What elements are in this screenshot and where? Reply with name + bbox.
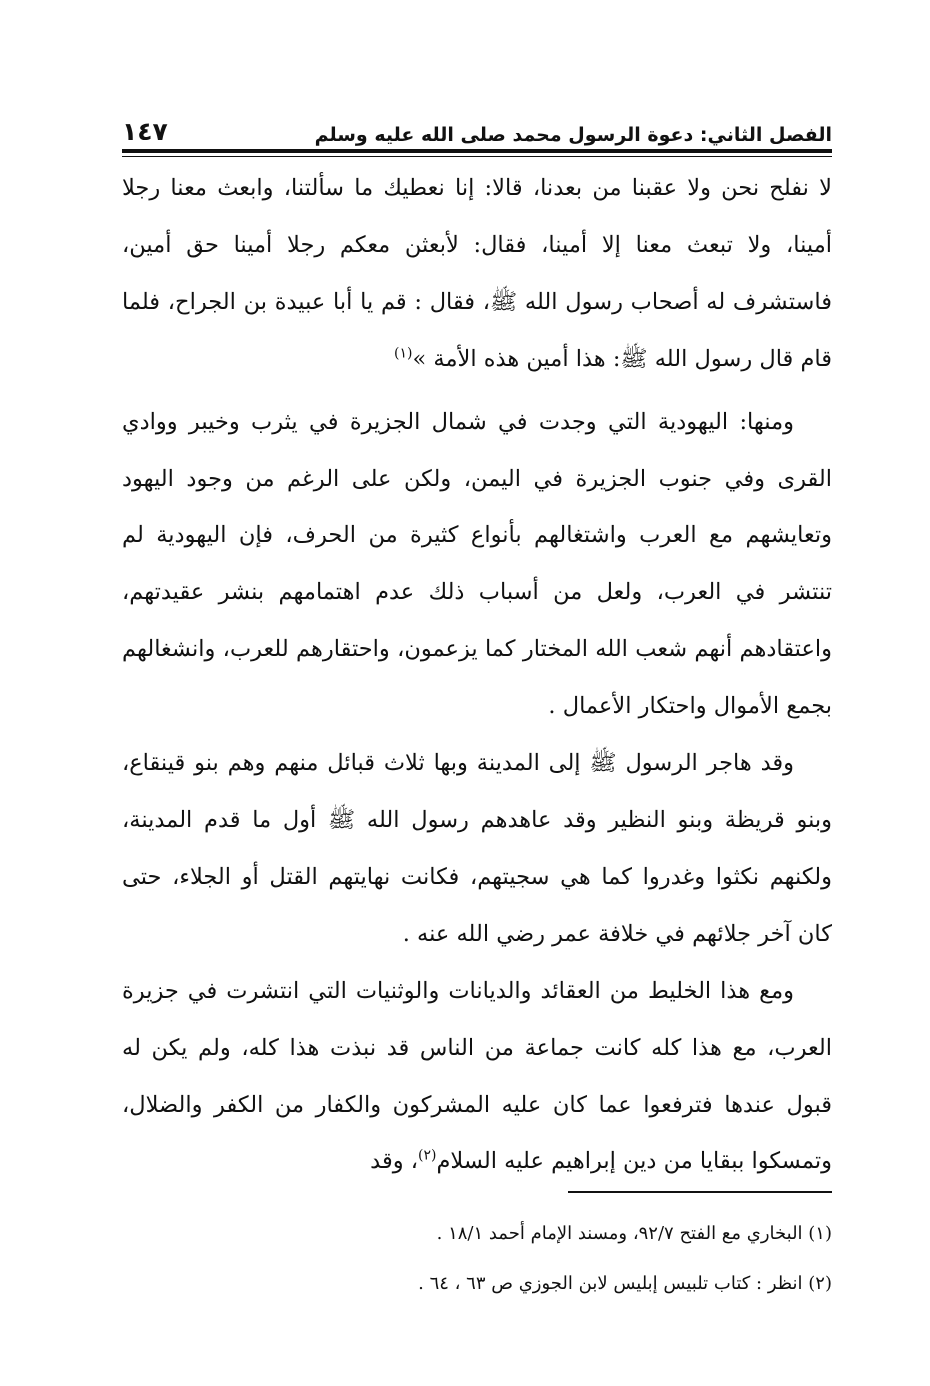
header-rule-thick <box>122 149 832 153</box>
footnotes <box>122 1209 832 1309</box>
footnote-separator <box>568 1191 832 1193</box>
paragraph-1-text: لا نفلح نحن ولا عقبنا من بعدنا، قالا: إنا نعطيك ما سألتنا، وابعث معنا رجلا أمينا، ولا تبعث معنا إلا أمينا، فقال: لأبعثن معكم رجلا أمينا حق أمين، فاستشرف له أصحاب رسول الله ﷺ، فقال : قم يا أبا عبيدة بن الجراح، فلما قام قال رسول الله ﷺ: هذا أمين هذه الأمة » <box>122 175 832 372</box>
footnote-ref-2: (٢) <box>418 1147 437 1164</box>
body-text <box>122 160 832 1190</box>
running-title: الفصل الثاني: دعوة الرسول محمد صلى الله عليه وسلم <box>314 124 832 146</box>
paragraph-3: وقد هاجر الرسول ﷺ إلى المدينة وبها ثلاث قبائل منهم وهم بنو قينقاع، وبنو قريظة وبنو النظير وقد عاهدهم رسول الله ﷺ أول ما قدم المدينة، ولكنهم نكثوا وغدروا كما هي سجيتهم، فكانت نهايتهم القتل أو الجلاء، حتى كان آخر جلائهم في خلافة عمر رضي الله عنه . <box>122 750 832 947</box>
paragraph-2: ومنها: اليهودية التي وجدت في شمال الجزيرة في يثرب وخيبر ووادي القرى وفي جنوب الجزيرة في اليمن، ولكن على الرغم من وجود اليهود وتعايشهم مع العرب واشتغالهم بأنواع كثيرة من الحرف، فإن اليهودية لم تنتشر في العرب، ولعل من أسباب ذلك عدم اهتمامهم بنشر عقيدتهم، واعتقادهم أنهم شعب الله المختار كما يزعمون، واحتقارهم للعرب، وانشغالهم بجمع الأموال واحتكار الأعمال . <box>122 408 832 720</box>
paragraph-4-tail: ، وقد <box>370 1148 419 1175</box>
paragraph-4-text: ومع هذا الخليط من العقائد والديانات والوثنيات التي انتشرت في جزيرة العرب، مع هذا كله كانت جماعة من الناس قد نبذت هذا كله، ولم يكن له قبول عندها فترفعوا عما كان عليه المشركون والكفار من الكفر والضلال، وتمسكوا ببقايا من دين إبراهيم عليه السلام <box>122 977 832 1175</box>
footnote-2: (٢) انظر : كتاب تلبيس إبليس لابن الجوزي ص ٦٣ ، ٦٤ . <box>418 1273 832 1294</box>
footnote-1: (١) البخاري مع الفتح ٩٢/٧، ومسند الإمام أحمد ١٨/١ . <box>436 1223 832 1244</box>
paragraph-1 <box>122 160 832 388</box>
paragraph-4 <box>122 963 832 1191</box>
header-rule-thin <box>122 156 832 157</box>
page-header <box>122 112 832 146</box>
footnote-ref-1: (١) <box>394 345 413 362</box>
page-number: ١٤٧ <box>122 117 168 146</box>
